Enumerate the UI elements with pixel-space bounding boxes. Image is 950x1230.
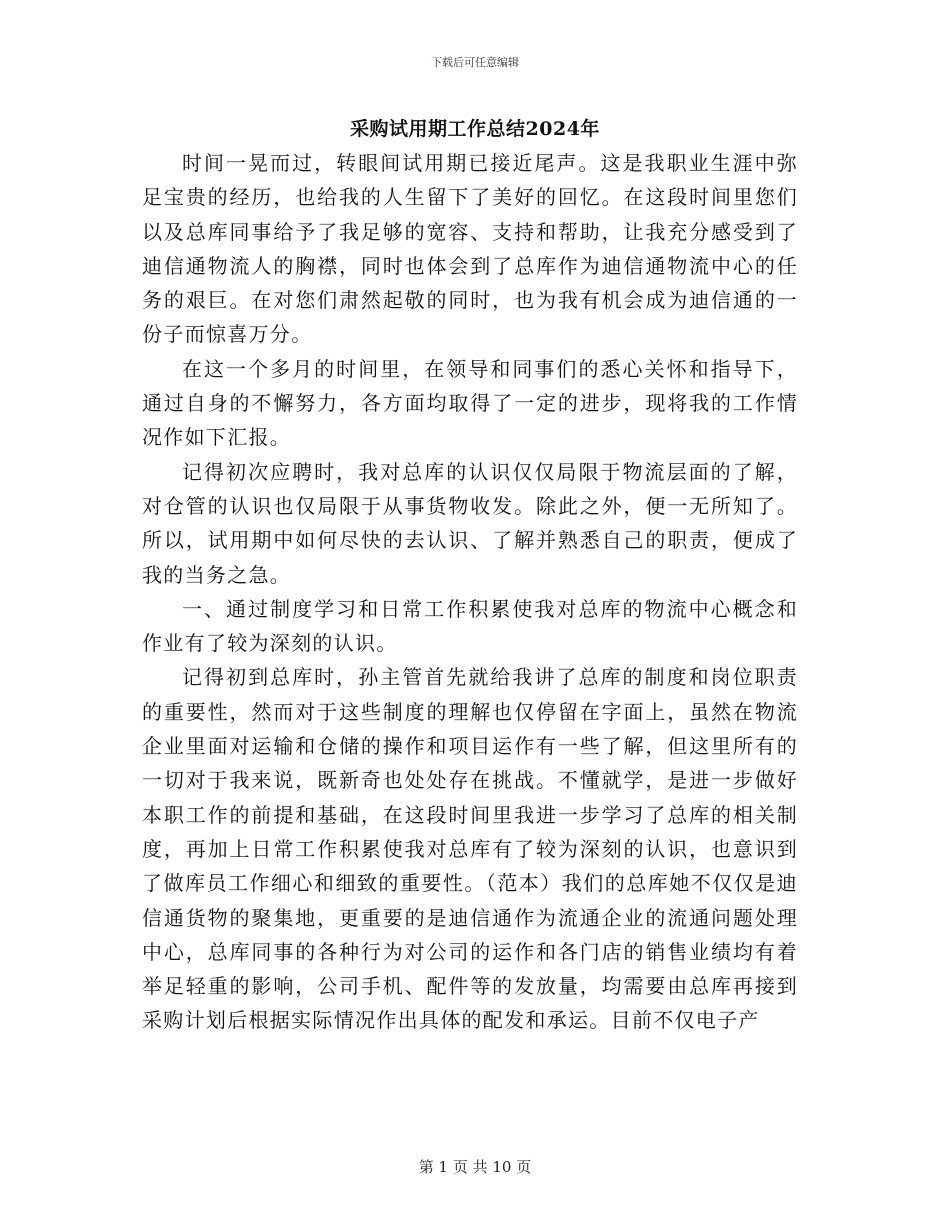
page-number: 第 1 页 共 10 页 <box>418 1158 532 1176</box>
document-title: 采购试用期工作总结2024年 <box>350 118 600 140</box>
document-body <box>142 146 798 1038</box>
paragraph: 时间一晃而过，转眼间试用期已接近尾声。这是我职业生涯中弥足宝贵的经历，也给我的人生留下了美好的回忆。在这段时间里您们以及总库同事给予了我足够的宽容、支持和帮助，让我充分感受到了迪信通物流人的胸襟，同时也体会到了总库作为迪信通物流中心的任务的艰巨。在对您们肃然起敬的同时，也为我有机会成为迪信通的一份子而惊喜万分。 <box>142 151 798 347</box>
paragraph: 记得初到总库时，孙主管首先就给我讲了总库的制度和岗位职责的重要性，然而对于这些制度的理解也仅停留在字面上，虽然在物流企业里面对运输和仓储的操作和项目运作有一些了解，但这里所有的一切对于我来说，既新奇也处处存在挑战。不懂就学，是进一步做好本职工作的前提和基础，在这段时间里我进一步学习了总库的相关制度，再加上日常工作积累使我对总库有了较为深刻的认识，也意识到了做库员工作细心和细致的重要性。（范本）我们的总库她不仅仅是迪信通货物的聚集地，更重要的是迪信通作为流通企业的流通问题处理中心，总库同事的各种行为对公司的运作和各门店的销售业绩均有着举足轻重的影响，公司手机、配件等的发放量，均需要由总库再接到采购计划后根据实际情况作出具体的配发和承运。目前不仅电子产 <box>142 665 798 1033</box>
section-heading: 一、通过制度学习和日常工作积累使我对总库的物流中心概念和作业有了较为深刻的认识。 <box>142 596 798 656</box>
paragraph: 记得初次应聘时，我对总库的认识仅仅局限于物流层面的了解，对仓管的认识也仅局限于从事货物收发。除此之外，便一无所知了。所以，试用期中如何尽快的去认识、了解并熟悉自己的职责，便成了我的当务之急。 <box>142 459 798 587</box>
header-note: 下载后可任意编辑 <box>431 56 519 69</box>
paragraph: 在这一个多月的时间里，在领导和同事们的悉心关怀和指导下，通过自身的不懈努力，各方面均取得了一定的进步，现将我的工作情况作如下汇报。 <box>142 356 798 450</box>
